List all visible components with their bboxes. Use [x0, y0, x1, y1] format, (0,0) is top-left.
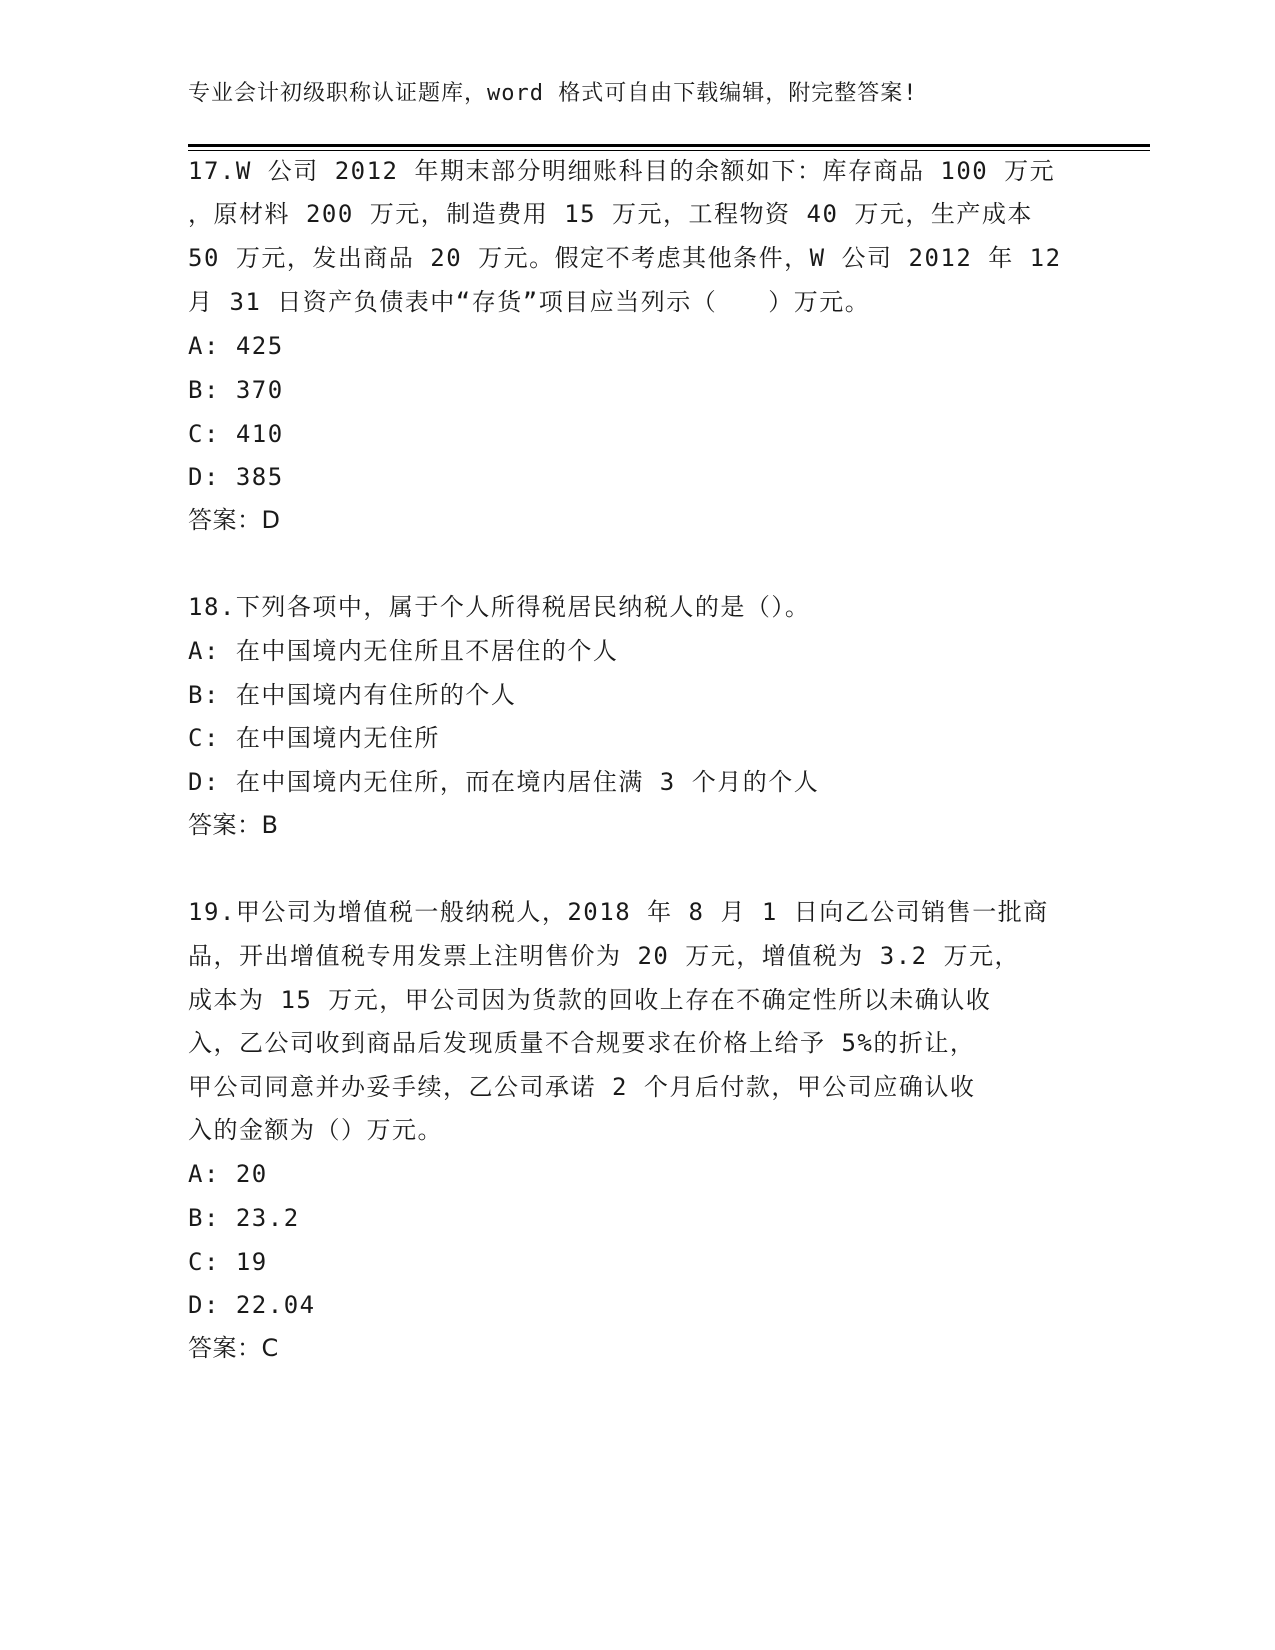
question-17-line-1: 17.W 公司 2012 年期末部分明细账科目的余额如下：库存商品 100 万元: [188, 157, 1056, 185]
question-18-option-a: A: 在中国境内无住所且不居住的个人: [188, 637, 619, 665]
question-17-line-3: 50 万元，发出商品 20 万元。假定不考虑其他条件，W 公司 2012 年 12: [188, 244, 1062, 272]
question-19-line-5: 甲公司同意并办妥手续，乙公司承诺 2 个月后付款，甲公司应确认收: [188, 1073, 976, 1101]
question-19-option-c: C: 19: [188, 1248, 268, 1276]
question-18-option-b: B: 在中国境内有住所的个人: [188, 681, 517, 709]
question-17-line-4: 月 31 日资产负债表中“存货”项目应当列示（ ）万元。: [188, 288, 871, 316]
question-19-answer: 答案：C: [188, 1334, 279, 1362]
header-rule-thin: [188, 150, 1150, 151]
question-19-line-2: 品，开出增值税专用发票上注明售价为 20 万元，增值税为 3.2 万元，: [188, 942, 1021, 970]
question-18-line-1: 18.下列各项中，属于个人所得税居民纳税人的是（）。: [188, 593, 811, 621]
question-19-line-4: 入，乙公司收到商品后发现质量不合规要求在价格上给予 5%的折让，: [188, 1029, 976, 1057]
question-17-option-c: C: 410: [188, 420, 284, 448]
question-17-option-b: B: 370: [188, 376, 284, 404]
question-18-option-d: D: 在中国境内无住所，而在境内居住满 3 个月的个人: [188, 768, 820, 796]
question-17-option-d: D: 385: [188, 463, 284, 491]
question-19-option-a: A: 20: [188, 1160, 268, 1188]
question-19-line-3: 成本为 15 万元，甲公司因为货款的回收上存在不确定性所以未确认收: [188, 986, 992, 1014]
question-18-answer: 答案：B: [188, 811, 279, 839]
question-17-line-2: ，原材料 200 万元，制造费用 15 万元，工程物资 40 万元，生产成本: [188, 200, 1033, 228]
question-17-option-a: A: 425: [188, 332, 284, 360]
question-19-option-d: D: 22.04: [188, 1291, 316, 1319]
question-19-line-1: 19.甲公司为增值税一般纳税人，2018 年 8 月 1 日向乙公司销售一批商: [188, 898, 1049, 926]
question-17-answer: 答案：D: [188, 506, 281, 534]
document-header: 专业会计初级职称认证题库，word 格式可自由下载编辑，附完整答案!: [188, 81, 918, 106]
question-19-option-b: B: 23.2: [188, 1204, 300, 1232]
question-19-line-6: 入的金额为（）万元。: [188, 1116, 443, 1144]
header-rule-thick: [188, 144, 1150, 147]
question-18-option-c: C: 在中国境内无住所: [188, 724, 440, 752]
